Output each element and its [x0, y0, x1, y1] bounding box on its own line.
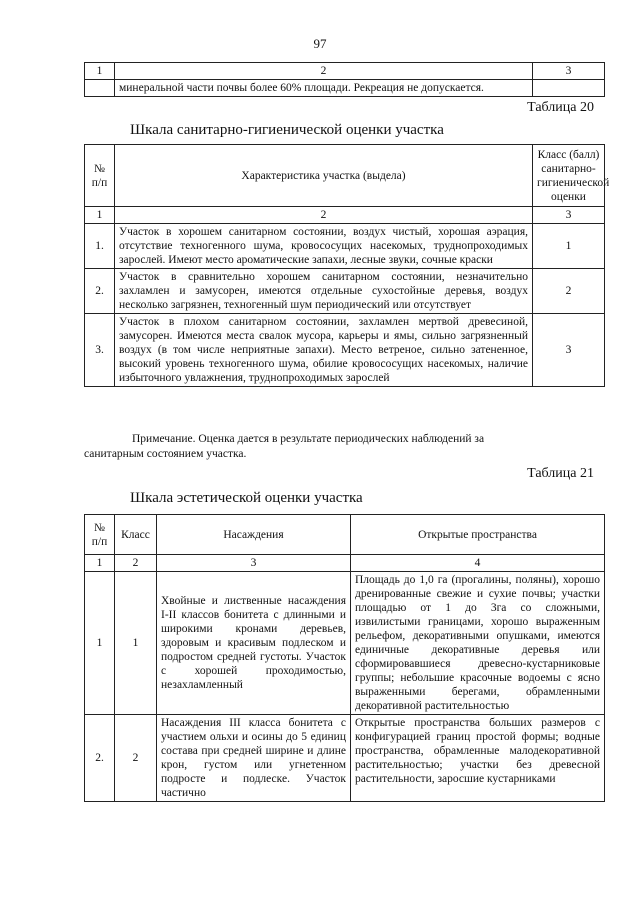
row-class: 2: [115, 715, 157, 802]
col-number: 3: [533, 63, 605, 80]
row-num: 2.: [85, 715, 115, 802]
row-class: 1: [533, 224, 605, 269]
col-number: 2: [115, 63, 533, 80]
table-row: [85, 224, 605, 269]
row-num: 3.: [85, 314, 115, 387]
row-num: 1: [85, 572, 115, 715]
table-row: [85, 80, 605, 97]
header-class: Класс (балл) санитарно-гигиенической оценки: [533, 145, 605, 207]
col-number: 3: [157, 555, 351, 572]
row-plantings: Хвойные и лиственные насаждения I-II классов бонитета с длинными и широкими кронами деревьев, здоровым и красивым подлеском и подростом средней густоты. Участок с хорошей проходимостью, незахламленный: [157, 572, 351, 715]
col-number: 1: [85, 555, 115, 572]
table21-title: Шкала эстетической оценки участка: [130, 490, 363, 506]
table-row: [85, 63, 605, 80]
col-number: 2: [115, 207, 533, 224]
col-number: 1: [85, 63, 115, 80]
table-row: [85, 572, 605, 715]
table21-label: Таблица 21: [527, 466, 594, 481]
row-class: 1: [115, 572, 157, 715]
table21: [84, 514, 605, 802]
table-row: [85, 715, 605, 802]
row-plantings: Насаждения III класса бонитета с участием ольхи и осины до 5 единиц состава при средней ширине и длине крон, густом или угнетенном подросте и подлеске. Участок частично: [157, 715, 351, 802]
col-number: 3: [533, 207, 605, 224]
page-number: 97: [313, 36, 327, 51]
header-class: Класс: [115, 515, 157, 555]
header-num: № п/п: [85, 515, 115, 555]
row-open-spaces: Площадь до 1,0 га (прогалины, поляны), хорошо дренированные свежие и сухие почвы; участки площадью от 1 до 3га со сложными, извилистыми границами, хорошо выраженным рельефом, декоративными опушками, имеются единичные декоративные деревья или сформировавшиеся древесно-кустарниковые группы; небольшие красочные водоемы с ясно выраженными берегами, обрамленными декоративной растительностью: [351, 572, 605, 715]
row-text: Участок в хорошем санитарном состоянии, воздух чистый, хорошая аэрация, отсутствие техногенного шума, кровососущих насекомых, труднопроходимых зарослей. Имеют место ароматические запахи, лесные звуки, сочные краски: [115, 224, 533, 269]
col-numbers-row: [85, 207, 605, 224]
col-number: 1: [85, 207, 115, 224]
header-plantings: Насаждения: [157, 515, 351, 555]
col-number: 2: [115, 555, 157, 572]
header-row: [85, 515, 605, 555]
row-num: 2.: [85, 269, 115, 314]
header-characteristic: Характеристика участка (выдела): [115, 145, 533, 207]
row-num: 1.: [85, 224, 115, 269]
header-row: [85, 145, 605, 207]
table-row: [85, 314, 605, 387]
col-number: 4: [351, 555, 605, 572]
row-text: Участок в плохом санитарном состоянии, захламлен мертвой древесиной, замусорен. Имеются места свалок мусора, карьеры и ямы, сильно загрязненный воздух (в том числе неприятные запахи). Место ветреное, сильно затененное, высокий уровень техногенного шума, обилие кровососущих насекомых, наличие избыточного увлажнения, труднопроходимых зарослей: [115, 314, 533, 387]
row-class: 2: [533, 269, 605, 314]
row-open-spaces: Открытые пространства больших размеров с конфигурацией границ простой формы; водные пространства, обрамленные малодекоративной растительностью; участки без древесной растительности, заросшие кустарниками: [351, 715, 605, 802]
table20-title: Шкала санитарно-гигиенической оценки участка: [130, 122, 444, 138]
cell-text: минеральной части почвы более 60% площади. Рекреация не допускается.: [115, 80, 533, 97]
header-num: № п/п: [85, 145, 115, 207]
row-text: Участок в сравнительно хорошем санитарном состоянии, незначительно захламлен и замусорен, имеются отдельные сухостойные деревья, воздух несколько загрязнен, техногенный шум периодический или отсутствует: [115, 269, 533, 314]
table20-note: [84, 432, 594, 462]
row-class: 3: [533, 314, 605, 387]
table20-label: Таблица 20: [527, 100, 594, 115]
col-numbers-row: [85, 555, 605, 572]
note-line: санитарным состоянием участка.: [84, 448, 247, 460]
continuation-table: [84, 62, 605, 97]
note-line: Примечание. Оценка дается в результате периодических наблюдений за: [132, 433, 485, 445]
table-row: [85, 269, 605, 314]
table20: [84, 144, 610, 387]
header-open-spaces: Открытые пространства: [351, 515, 605, 555]
